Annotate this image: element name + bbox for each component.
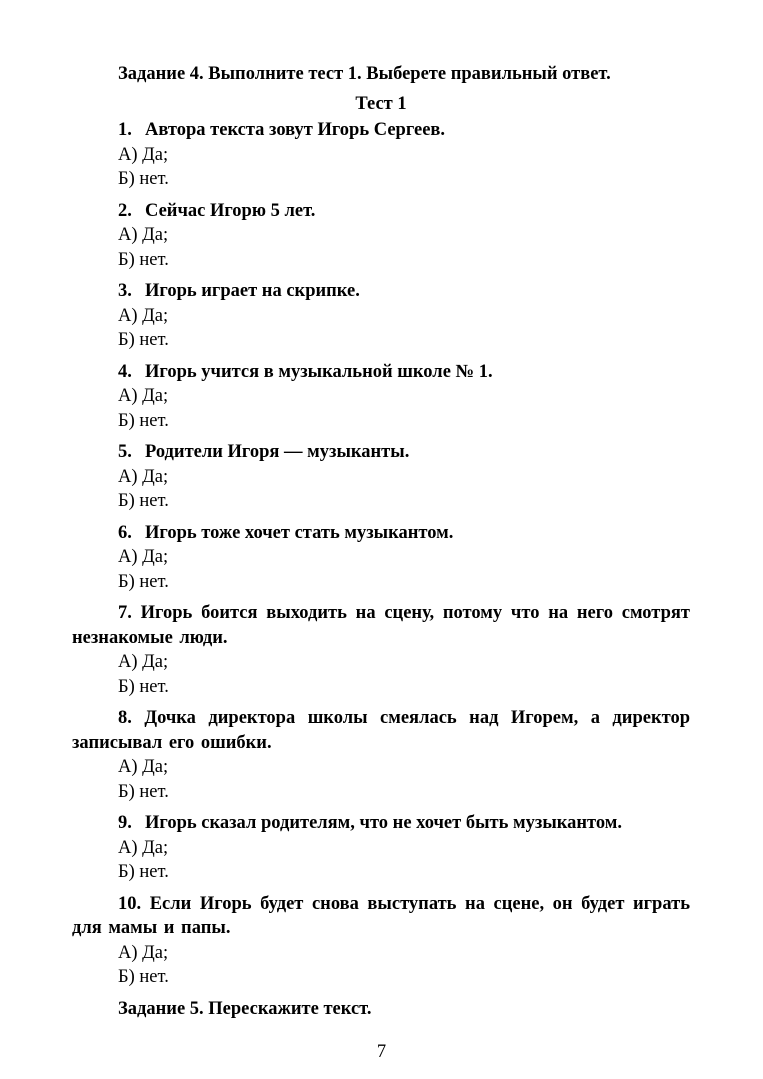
question-number: 5. [118, 442, 132, 462]
question-8 [72, 706, 690, 804]
question-2 [72, 199, 690, 273]
answer-b: Б) нет. [118, 249, 169, 270]
question-4 [72, 360, 690, 434]
question-1 [72, 118, 690, 192]
task-4-title: Задание 4. Выполните тест 1. Выберете правильный ответ. [118, 64, 611, 84]
answer-b: Б) нет. [118, 410, 169, 431]
answer-b: Б) нет. [118, 781, 169, 802]
question-text: Игорь играет на скрипке. [145, 281, 360, 301]
answer-a: А) Да; [118, 386, 169, 406]
answer-a: А) Да; [118, 225, 169, 245]
question-number: 8. [118, 708, 132, 728]
question-number: 2. [118, 200, 132, 221]
answer-a: А) Да; [118, 305, 169, 326]
question-text: Сейчас Игорю 5 лет. [145, 200, 316, 221]
question-text: Игорь тоже хочет стать музыкантом. [145, 522, 454, 543]
answer-a: А) Да; [118, 942, 169, 963]
question-6 [72, 521, 690, 595]
question-5 [72, 440, 690, 514]
question-number: 3. [118, 281, 132, 301]
question-text: Родители Игоря — музыканты. [145, 442, 410, 462]
question-text: Автора текста зовут Игорь Сергеев. [145, 120, 446, 140]
answer-a: А) Да; [118, 837, 169, 858]
question-number: 10. [118, 893, 142, 914]
answer-b: Б) нет. [118, 491, 169, 511]
answer-b: Б) нет. [118, 967, 169, 987]
question-number: 4. [118, 361, 132, 382]
test-title: Тест 1 [355, 93, 407, 114]
answer-b: Б) нет. [118, 676, 169, 697]
question-text: Игорь сказал родителям, что не хочет быть музыкантом. [145, 813, 623, 833]
answer-b: Б) нет. [118, 169, 169, 189]
page-content [72, 62, 690, 1021]
answer-b: Б) нет. [118, 571, 169, 592]
question-10 [72, 892, 690, 990]
answer-b: Б) нет. [118, 862, 169, 882]
answer-a: А) Да; [118, 652, 169, 672]
question-number: 1. [118, 120, 132, 140]
answer-a: А) Да; [118, 757, 169, 777]
task-5-title: Задание 5. Перескажите текст. [118, 998, 372, 1019]
question-7 [72, 601, 690, 699]
question-9 [72, 811, 690, 885]
question-3 [72, 279, 690, 353]
answer-b: Б) нет. [118, 330, 169, 350]
question-text: Дочка директора школы смеялась над Игорем, а директор записывал его ошибки. [72, 708, 690, 753]
answer-a: А) Да; [118, 466, 169, 487]
question-text: Игорь учится в музыкальной школе № 1. [145, 361, 493, 382]
answer-a: А) Да; [118, 547, 169, 567]
page-number: 7 [376, 1042, 387, 1062]
question-text: Игорь боится выходить на сцену, потому что на него смотрят незнакомые люди. [72, 603, 691, 648]
question-number: 9. [118, 813, 132, 833]
answer-a: А) Да; [118, 144, 169, 165]
question-text: Если Игорь будет снова выступать на сцене, он будет играть для мамы и папы. [72, 893, 690, 938]
question-number: 6. [118, 522, 132, 543]
question-number: 7. [118, 603, 132, 623]
